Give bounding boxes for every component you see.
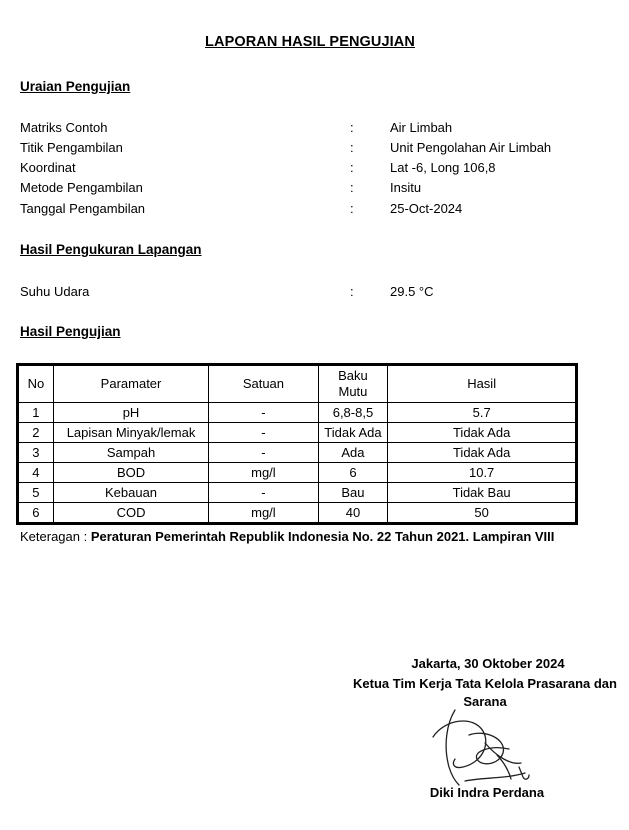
info-label: Metode Pengambilan [20, 180, 143, 195]
cell-parameter: COD [53, 503, 208, 524]
info-colon: : [350, 201, 354, 216]
info-row-matriks [20, 119, 600, 137]
cell-parameter: pH [53, 403, 208, 423]
info-value: Insitu [390, 180, 422, 195]
signature-position-line1: Ketua Tim Kerja Tata Kelola Prasarana dan [353, 676, 617, 691]
info-label: Matriks Contoh [20, 120, 108, 135]
cell-hasil: 10.7 [388, 463, 577, 483]
cell-parameter: Sampah [53, 443, 208, 463]
info-row-tanggal [20, 200, 600, 218]
info-row-metode [20, 179, 600, 197]
table-row [18, 403, 577, 423]
results-table [16, 363, 578, 525]
note-prefix: Keteragan : [20, 529, 91, 544]
info-row-suhu [20, 283, 600, 301]
table-row [18, 503, 577, 524]
info-value: 29.5 °C [390, 284, 434, 299]
cell-hasil: 5.7 [388, 403, 577, 423]
cell-satuan: - [209, 443, 318, 463]
col-header-parameter: Paramater [53, 365, 208, 403]
info-colon: : [350, 120, 354, 135]
cell-parameter: Lapisan Minyak/lemak [53, 423, 208, 443]
info-label: Suhu Udara [20, 284, 90, 299]
cell-baku-mutu: 40 [318, 503, 388, 524]
table-row [18, 443, 577, 463]
col-header-satuan: Satuan [209, 365, 318, 403]
cell-satuan: mg/l [209, 503, 318, 524]
info-colon: : [350, 180, 354, 195]
handwritten-signature [425, 705, 545, 790]
cell-baku-mutu: 6,8-8,5 [318, 403, 388, 423]
section-uraian-heading: Uraian Pengujian [20, 79, 131, 94]
note-text: Peraturan Pemerintah Republik Indonesia No. 22 Tahun 2021. Lampiran VIII [90, 529, 555, 544]
cell-no: 6 [18, 503, 54, 524]
cell-parameter: Kebauan [53, 483, 208, 503]
cell-satuan: mg/l [209, 463, 318, 483]
cell-baku-mutu: Ada [318, 443, 388, 463]
cell-baku-mutu: Bau [318, 483, 388, 503]
cell-no: 2 [18, 423, 54, 443]
cell-hasil: Tidak Bau [388, 483, 577, 503]
info-colon: : [350, 140, 354, 155]
cell-satuan: - [209, 403, 318, 423]
info-value: Unit Pengolahan Air Limbah [390, 140, 552, 155]
info-label: Koordinat [20, 160, 76, 175]
info-colon: : [350, 284, 354, 299]
info-label: Tanggal Pengambilan [20, 201, 146, 216]
table-row [18, 423, 577, 443]
signature-position-line2: Sarana [463, 694, 507, 709]
cell-no: 4 [18, 463, 54, 483]
section-hasil-heading: Hasil Pengujian [20, 324, 121, 339]
cell-baku-mutu: 6 [318, 463, 388, 483]
info-row-koordinat [20, 159, 600, 177]
signatory-name: Diki Indra Perdana [429, 785, 545, 800]
table-header-row [18, 365, 577, 403]
regulation-note [20, 529, 554, 544]
report-title: LAPORAN HASIL PENGUJIAN [205, 34, 415, 50]
cell-parameter: BOD [53, 463, 208, 483]
cell-no: 3 [18, 443, 54, 463]
cell-no: 5 [18, 483, 54, 503]
cell-satuan: - [209, 483, 318, 503]
info-value: Air Limbah [390, 120, 453, 135]
cell-baku-mutu: Tidak Ada [318, 423, 388, 443]
info-value: 25-Oct-2024 [390, 201, 463, 216]
cell-hasil: Tidak Ada [388, 423, 577, 443]
info-row-titik [20, 139, 600, 157]
col-header-no: No [18, 365, 54, 403]
signature-place-date: Jakarta, 30 Oktober 2024 [411, 656, 565, 671]
section-lapangan-heading: Hasil Pengukuran Lapangan [20, 242, 202, 257]
cell-satuan: - [209, 423, 318, 443]
col-header-hasil: Hasil [388, 365, 577, 403]
info-value: Lat -6, Long 106,8 [390, 160, 496, 175]
cell-hasil: Tidak Ada [388, 443, 577, 463]
info-label: Titik Pengambilan [20, 140, 123, 155]
col-header-baku-mutu: Baku Mutu [318, 365, 388, 403]
table-row [18, 483, 577, 503]
info-colon: : [350, 160, 354, 175]
cell-hasil: 50 [388, 503, 577, 524]
table-row [18, 463, 577, 483]
cell-no: 1 [18, 403, 54, 423]
